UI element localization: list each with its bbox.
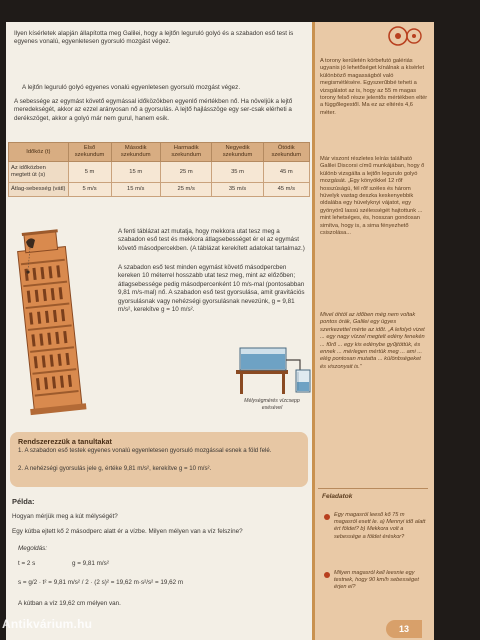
tasks-title: Feladatok [322,493,353,500]
table-cell: 15 m/s [111,183,160,197]
table-header: Első szekundum [68,143,111,162]
sidebar-text-1: A torony kerületén körbefutó galériás ugyanis jó lehetőséget kínálnak a kísérlet különböző magasságból való megismétlésére. Egyszerűbbé teheti a vizsgálatot az is, hogy az 55 m magas torony felső része jelentős mértékben eltér a függőlegestől. Ma ez az eltérés 4,6 méter. [320,58,428,116]
page-number: 13 [386,620,422,638]
table-cell: 5 m/s [68,183,111,197]
table-cell: 35 m/s [212,183,263,197]
sidebar-text-2: Már viszont részletes leírás található Galilei Discorsi című munkájában, hogy ő különb vizsgálta a lejtőn legurulo golyó mozgását. „Egy könyökkel 12 rőf hosszúságú, fél rőf széles és három hüvelyk vastag deszka keskenyebbik oldalába egy hüvelyknyi vájatot, egy gyönyörű lassú szélességét hajtottunk ... mint lehetséges, és, hosszan gondosan simítva, hogy is, a sima fényezhető csiszolása... [320,156,425,237]
solution-label: Megoldás: [18,545,48,552]
summary-title: Rendszerezzük a tanultakat [18,437,112,446]
gear-logo-icon [384,24,424,48]
task-1-bullet-icon [324,514,330,520]
water-clock-apparatus-illustration [232,330,316,396]
summary-item-1: 1. A szabadon eső testek egyenes vonalú egyenletesen gyorsuló mozgással esnek a föld felé. [18,447,272,454]
data-table [8,142,310,197]
intro-paragraph-2: A lejtőn leguruló golyó egyenes vonalú egyenletesen gyorsuló mozgást végez. [22,84,241,91]
example-question-2: Egy kútba ejtett kő 2 másodperc alatt ér a vízbe. Milyen mélyen van a víz felszíne? [12,528,243,535]
table-cell: 45 m [263,162,309,183]
calculation: s = g/2 · t² = 9,81 m/s² / 2 · (2 s)² = 19,62 m·s²/s² = 19,62 m [18,579,184,586]
table-header: Ötödik szekundum [263,143,309,162]
watermark: Antikvárium.hu [2,617,93,631]
table-cell: 5 m [68,162,111,183]
example-question-1: Hogyan mérjük meg a kút mélységét? [12,513,118,520]
summary-item-2: 2. A nehézségi gyorsulás jele g, értéke 9,81 m/s², kerekítve g = 10 m/s². [18,465,212,472]
example-title: Példa: [12,497,35,506]
middle-paragraph-1: A fenti táblázat azt mutatja, hogy mekkora utat tesz meg a szabadon eső test és mekkora átlagsebességet ér el az egymást követő másodpercekben. (A táblázat kerekített adatokat tartalmaz.) [118,228,305,252]
leaning-tower-illustration [6,226,114,416]
task-2: Milyen magasról kell leesnie egy testnek, hogy 90 km/h sebességet érjen el? [334,570,419,591]
given-time: t = 2 s [18,560,36,567]
intro-paragraph-1: Ilyen kísérletek alapján állapította meg Galilei, hogy a lejtőn leguruló golyó és a szabadon eső test is egyenes vonalú, egyenletesen gyorsuló mozgást végez. [14,30,294,46]
table-cell: 15 m [111,162,160,183]
table-row-label: Átlag-sebesség (vátl) [9,183,69,197]
task-2-bullet-icon [324,572,330,578]
sidebar-divider [318,488,428,489]
table-cell: 25 m [160,162,212,183]
table-cell: 45 m/s [263,183,309,197]
table-row-label: Az időközben megtett út (s) [9,162,69,183]
table-header: Harmadik szekundum [160,143,212,162]
sidebar-text-3: Mivel óhtól az időben még nem voltak pontos órák, Galilei egy ügyes szerkezettel mérte az időt. „A lefolyó vizet ... egy nagy vízzel megtelt edény fenekén ... fűrő ... egy kis edénybe gyűjtöttük, és ennek ... mérlegen mértük meg ... ami ... elég pontosan mutatta ... különbségeket és viszonyait is.“ [320,312,425,370]
task-1: Egy magasról leeső kő 75 m magasról esett le. a) Mennyi idő alatt ért földet? b) Mekkora volt a sebessége a földet éréskor? [334,512,426,540]
table-header: Negyedik szekundum [212,143,263,162]
table-header-row [9,143,310,162]
example-answer: A kútban a víz 19,62 cm mélyen van. [18,600,121,607]
table-row [9,183,310,197]
table-header: Időköz (t) [9,143,69,162]
table-header: Második szekundum [111,143,160,162]
table-row [9,162,310,183]
apparatus-caption: Mélységmérés vízcsepp esésével [244,398,300,411]
intro-paragraph-3: A sebessége az egymást követő egymással időközökben egyenlő mértékben nő. Ha növeljük a lejtő meredekségét, akkor az ezzel arányosan nő a gyorsulás. A lejtő hajlásszöge egy ser-csak elérheti a derékszöget, akkor a golyó már nem gurul, hanem esik. [14,98,293,122]
middle-paragraph-2: A szabadon eső test minden egymást követő másodpercben kereken 10 méterrel hosszabb utat tesz meg, mint az előzőben; átlagsebessége pedig másodpercenként 10 m/s-mal (pontosabban 9,81 m/s-mal) nő. A szabadon eső test gyorsulása, amit gravitációs gyorsulásnak vagy nehézségi gyorsulásnak nevezünk, g = 9,81 m/s², kerekítve g = 10 m/s². [118,264,305,314]
table-cell: 35 m [212,162,263,183]
table-cell: 25 m/s [160,183,212,197]
given-gravity: g = 9,81 m/s² [72,560,109,567]
